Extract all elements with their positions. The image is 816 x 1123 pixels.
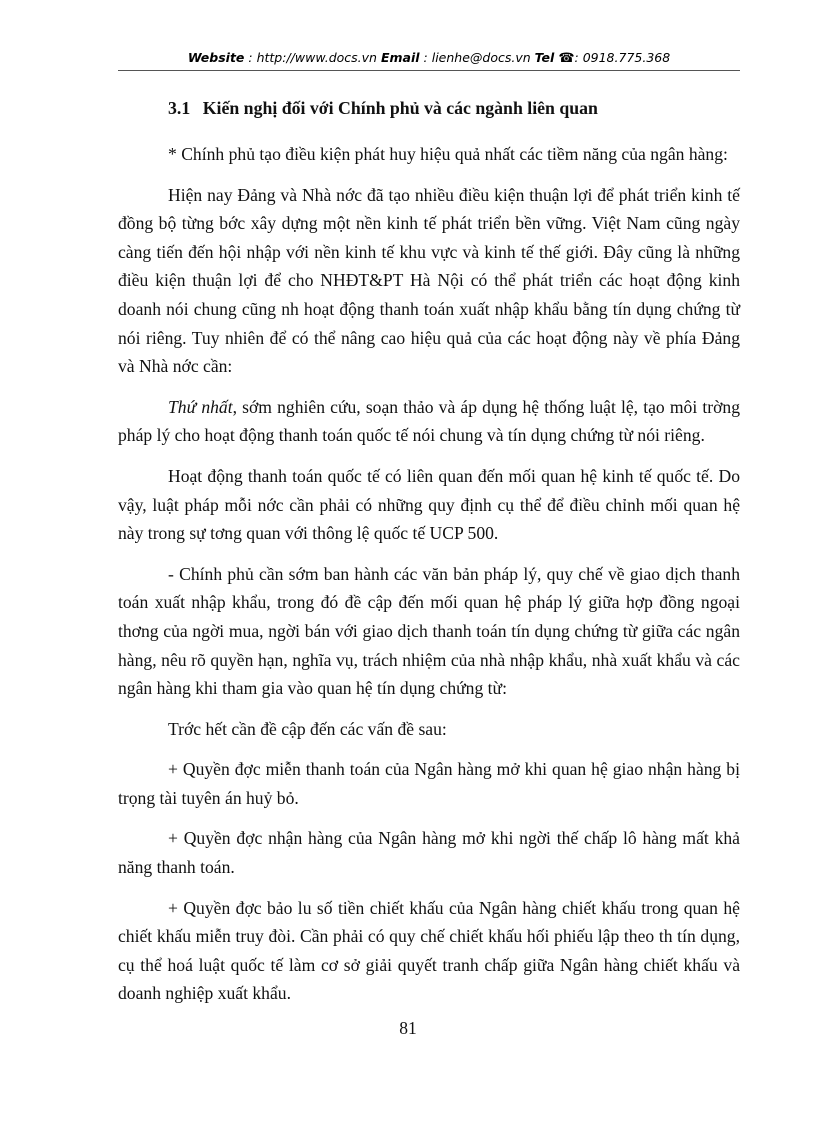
- page-header: [118, 50, 740, 70]
- website-label: Website: [187, 50, 245, 65]
- header-divider: [118, 70, 740, 71]
- phone-icon: ☎: [558, 51, 575, 66]
- website-url: : http://www.docs.vn: [248, 50, 377, 65]
- document-body: [118, 96, 740, 1014]
- paragraph-4: Hoạt động thanh toán quốc tế có liên quan đến mối quan hệ kinh tế quốc tế. Do vậy, luật pháp mỗi nớc cần phải có những quy định cụ thể để điều chỉnh mối quan hệ này trong sự tơng quan với thông lệ quốc tế UCP 500.: [118, 465, 740, 544]
- paragraph-5: - Chính phủ cần sớm ban hành các văn bản pháp lý, quy chế về giao dịch thanh toán xuất nhập khẩu, trong đó đề cập đến mối quan hệ pháp lý giữa hợp đồng ngoại thơng của ngời mua, ngời bán với giao dịch thanh toán tín dụng chứng từ giữa các ngân hàng, nêu rõ quyền hạn, nghĩa vụ, trách nhiệm của nhà nhập khẩu, nhà xuất khẩu và các ngân hàng khi tham gia vào quan hệ tín dụng chứng từ:: [118, 563, 740, 699]
- paragraph-3-lead: Thứ nhất: [168, 396, 233, 417]
- paragraph-2: Hiện nay Đảng và Nhà nớc đã tạo nhiều điều kiện thuận lợi để phát triển kinh tế đồng bộ từng bớc xây dựng một nền kinh tế phát triển bền vững. Việt Nam cũng ngày càng tiến đến hội nhập với nền kinh tế khu vực và kinh tế thế giới. Đây cũng là những điều kiện thuận lợi để cho NHĐT&PT Hà Nội có thể phát triển các hoạt động kinh doanh nói chung cũng nh hoạt động thanh toán xuất nhập khẩu bằng tín dụng chứng từ nói riêng. Tuy nhiên để có thể nâng cao hiệu quả của các hoạt động này về phía Đảng và Nhà nớc cần:: [118, 184, 740, 377]
- tel-value: : 0918.775.368: [574, 50, 671, 65]
- paragraph-8: + Quyền đợc nhận hàng của Ngân hàng mở khi ngời thế chấp lô hàng mất khả năng thanh toán.: [118, 828, 740, 878]
- paragraph-6: Trớc hết cần đề cập đến các vấn đề sau:: [168, 718, 447, 739]
- section-heading: [168, 96, 740, 120]
- section-number: 3.1: [168, 98, 191, 118]
- paragraph-3: [118, 393, 740, 450]
- paragraph-3-rest: , sớm nghiên cứu, soạn thảo và áp dụng hệ thống luật lệ, tạo môi trờng pháp lý cho hoạt động thanh toán quốc tế nói chung và tín dụng chứng từ nói riêng.: [118, 396, 740, 446]
- tel-label: Tel: [534, 50, 555, 65]
- page-number: 81: [399, 1018, 417, 1038]
- section-title: Kiến nghị đối với Chính phủ và các ngành liên quan: [202, 98, 598, 118]
- email-label: Email: [380, 50, 420, 65]
- email-value: : lienhe@docs.vn: [423, 50, 531, 65]
- paragraph-1: * Chính phủ tạo điều kiện phát huy hiệu quả nhất các tiềm năng của ngân hàng:: [168, 144, 728, 164]
- paragraph-9: + Quyền đợc bảo lu số tiền chiết khấu của Ngân hàng chiết khấu trong quan hệ chiết khấu miễn truy đòi. Cần phải có quy chế chiết khấu hối phiếu lập theo th tín dụng, cụ thể hoá luật quốc tế làm cơ sở giải quyết tranh chấp giữa Ngân hàng chiết khấu và doanh nghiệp xuất khẩu.: [118, 897, 740, 1004]
- paragraph-7: + Quyền đợc miễn thanh toán của Ngân hàng mở khi quan hệ giao nhận hàng bị trọng tài tuyên án huỷ bỏ.: [118, 759, 740, 808]
